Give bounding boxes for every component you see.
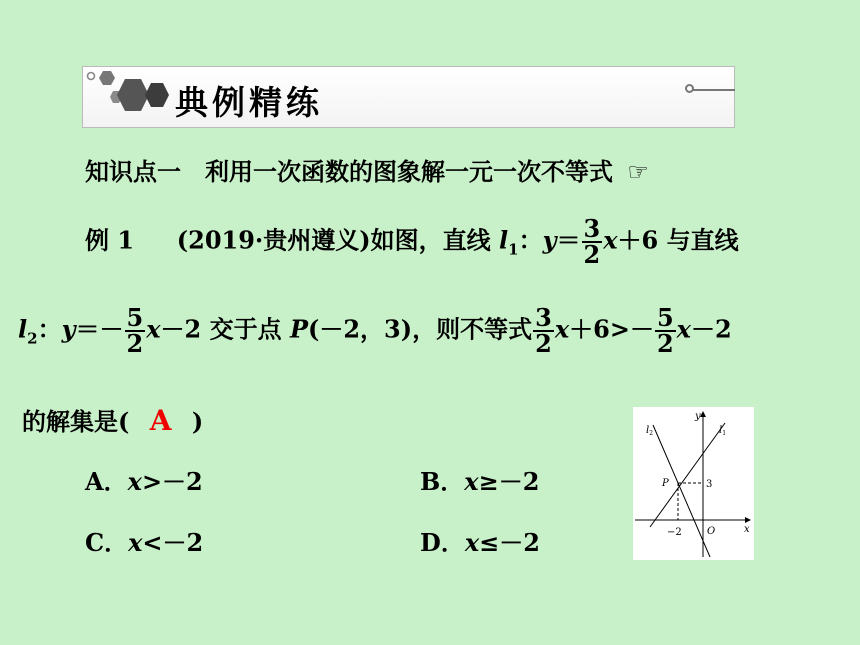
option-A[interactable] <box>85 462 203 497</box>
example-text-4: ，则不等式 <box>412 314 533 344</box>
banner-line <box>693 89 735 91</box>
x-axis-arrow-icon <box>745 517 751 523</box>
section-title: 知识点一 利用一次函数的图象解一元一次不等式 <box>85 157 613 186</box>
y-axis-label: y <box>695 411 701 422</box>
banner-title: 典例精练 <box>175 83 323 122</box>
l1-name: l <box>499 225 509 255</box>
option-C-label: C． <box>85 528 129 557</box>
banner-ring-icon <box>685 84 694 93</box>
option-D[interactable] <box>420 523 540 558</box>
ineq-plus6: ＋6 <box>569 314 610 344</box>
example-text-5: 的解集是( <box>22 407 130 436</box>
l1-plus6: ＋6 <box>617 225 659 255</box>
l2-name: l <box>18 314 28 344</box>
option-C[interactable] <box>85 523 203 558</box>
option-B-label: B． <box>420 467 465 496</box>
function-graph <box>633 407 754 560</box>
option-A-var: x <box>127 467 142 496</box>
option-A-label: A． <box>85 467 128 496</box>
ineq-fraction-5-2: $\frac{5}{2}$ <box>656 303 674 358</box>
section-heading <box>85 152 649 187</box>
l1-x: x <box>603 225 618 255</box>
x-axis-label: x <box>744 524 750 535</box>
example-source: (2019·贵州遵义) <box>176 225 371 255</box>
l2-x: x <box>146 314 161 344</box>
option-C-var: x <box>128 528 143 557</box>
ineq-minus2: －2 <box>690 314 732 344</box>
example-text-2: 与直线 <box>658 225 739 255</box>
example-line-1 <box>85 214 739 269</box>
line-l1 <box>650 423 725 527</box>
fraction-3-2: $\frac{3}{2}$ <box>583 214 601 269</box>
l2-colon: ： <box>37 314 62 344</box>
hexagon-decoration-icon <box>83 67 178 127</box>
point-coords: (－2，3) <box>308 314 413 344</box>
option-D-rel: ≤－2 <box>479 528 540 557</box>
example-close: ) <box>191 407 204 436</box>
l1-sub: 1 <box>508 240 519 259</box>
example-label: 例 1 <box>85 225 135 255</box>
point-P: P <box>289 314 308 344</box>
example-text-3: 交于点 <box>201 314 290 344</box>
option-A-rel: >－2 <box>141 467 203 496</box>
option-B[interactable] <box>420 462 539 497</box>
l1-colon: ： <box>518 225 543 255</box>
option-B-var: x <box>464 467 479 496</box>
graph-P-label: P <box>662 478 669 489</box>
y-axis-arrow-icon <box>700 411 706 417</box>
example-line-3 <box>22 402 203 437</box>
ineq-gt: >－ <box>609 314 654 344</box>
ineq-fraction-3-2: $\frac{3}{2}$ <box>535 303 552 358</box>
y-tick-label: 3 <box>706 479 713 490</box>
ineq-x-2: x <box>676 314 691 344</box>
l2-sub: 2 <box>27 329 38 348</box>
x-tick-label: −2 <box>667 527 682 538</box>
section-banner <box>82 66 735 128</box>
origin-label: O <box>707 526 716 537</box>
l1-graph-label: $l_1$ <box>719 425 727 437</box>
graph-svg <box>633 407 754 560</box>
example-line-2 <box>18 303 732 358</box>
fraction-5-2: $\frac{5}{2}$ <box>126 303 144 358</box>
option-B-rel: ≥－2 <box>478 467 540 496</box>
l1-y: y <box>542 225 557 255</box>
pointing-hand-icon: ☞ <box>627 158 649 186</box>
l1-eq: ＝ <box>556 225 581 255</box>
ineq-x-1: x <box>554 314 570 344</box>
l2-graph-label: $l_2$ <box>646 425 654 437</box>
option-D-var: x <box>464 528 480 557</box>
l2-y: y <box>61 314 76 344</box>
option-D-label: D． <box>420 528 465 557</box>
l2-eq: ＝－ <box>75 314 124 344</box>
answer-text: A <box>149 404 172 437</box>
l2-minus2: －2 <box>160 314 202 344</box>
option-C-rel: <－2 <box>142 528 204 557</box>
example-text-1: 如图，直线 <box>370 225 491 255</box>
